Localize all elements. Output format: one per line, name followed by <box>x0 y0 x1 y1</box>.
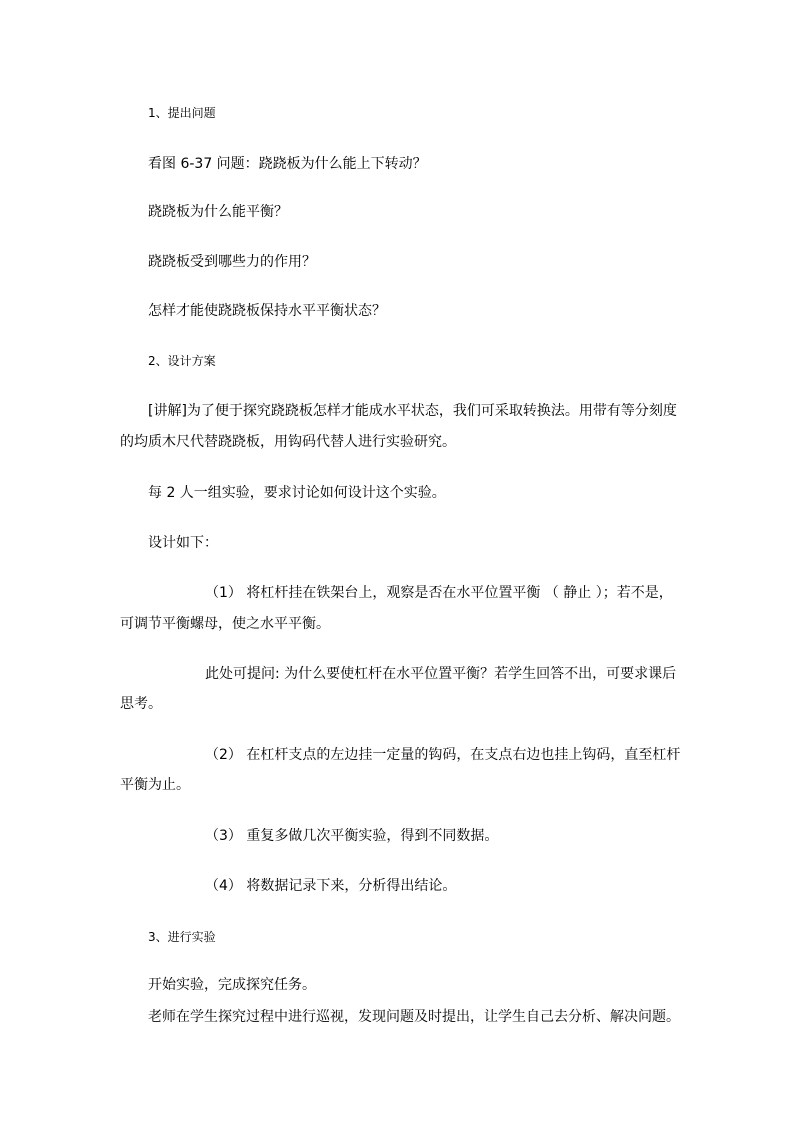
step-2-line-1: （2） 在杠杆支点的左边挂一定量的钩码，在支点右边也挂上钩码，直至杠杆 <box>205 747 681 763</box>
question-note-line-1: 此处可提问: 为什么要使杠杆在水平位置平衡？若学生回答不出，可要求课后 <box>205 666 677 682</box>
step-1-line-1: （1） 将杠杆挂在铁架台上，观察是否在水平位置平衡 （ 静止 ）；若不是， <box>205 585 673 601</box>
design-intro: 设计如下： <box>148 535 218 551</box>
teacher-note: 老师在学生探究过程中进行巡视，发现问题及时提出，让学生自己去分析、解决问题。 <box>148 1009 680 1025</box>
step-2-line-2: 平衡为止。 <box>120 777 190 793</box>
section-3-heading: 3、进行实验 <box>148 930 216 944</box>
question-note-line-2: 思考。 <box>120 696 162 712</box>
question-4: 怎样才能使跷跷板保持水平平衡状态？ <box>148 303 386 319</box>
explanation-line-2: 的均质木尺代替跷跷板，用钩码代替人进行实验研究。 <box>120 434 456 450</box>
step-3: （3） 重复多做几次平衡实验，得到不同数据。 <box>205 828 499 844</box>
group-instruction: 每 2 人一组实验，要求讨论如何设计这个实验。 <box>148 485 446 501</box>
section-2-heading: 2、设计方案 <box>148 354 216 368</box>
step-4: （4） 将数据记录下来，分析得出结论。 <box>205 878 457 894</box>
question-1: 看图 6-37 问题：跷跷板为什么能上下转动？ <box>148 156 427 172</box>
explanation-line-1: [讲解]为了便于探究跷跷板怎样才能成水平状态，我们可采取转换法。用带有等分刻度 <box>148 403 677 419</box>
question-3: 跷跷板受到哪些力的作用？ <box>148 254 316 270</box>
question-2: 跷跷板为什么能平衡？ <box>148 204 288 220</box>
experiment-start: 开始实验，完成探究任务。 <box>148 977 316 993</box>
step-1-line-2: 可调节平衡螺母，使之水平平衡。 <box>120 616 330 632</box>
section-1-heading: 1、提出问题 <box>148 106 216 120</box>
